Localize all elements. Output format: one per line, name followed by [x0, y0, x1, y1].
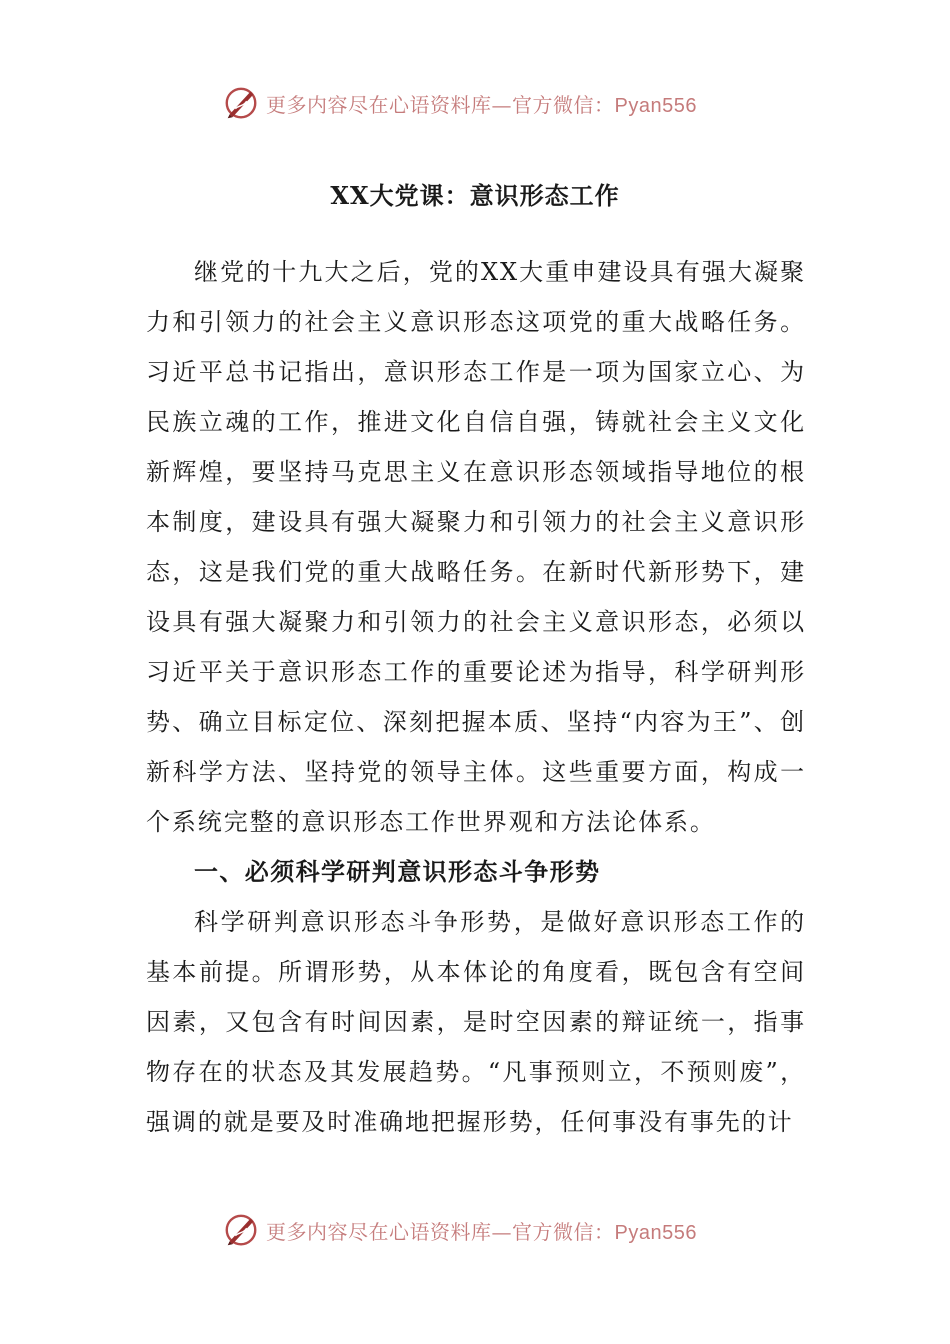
- footer-wechat-handle: Pyan556: [614, 1221, 697, 1244]
- section-heading-1: 一、必须科学研判意识形态斗争形势: [194, 857, 601, 886]
- paragraph-intro: 继党的十九大之后，党的XX大重申建设具有强大凝聚力和引领力的社会主义意识形态这项党的重大战略任务。习近平总书记指出，意识形态工作是一项为国家立心、为民族立魂的工作，推进文化自信自强，铸就社会主义文化新辉煌，要坚持马克思主义在意识形态领域指导地位的根本制度，建设具有强大凝聚力和引领力的社会主义意识形态，这是我们党的重大战略任务。在新时代新形势下，建设具有强大凝聚力和引领力的社会主义意识形态，必须以习近平关于意识形态工作的重要论述为指导，科学研判形势、确立目标定位、深刻把握本质、坚持“内容为王”、创新科学方法、坚持党的领导主体。这些重要方面，构成一个系统完整的意识形态工作世界观和方法论体系。: [146, 258, 806, 836]
- footer-watermark-banner: [222, 1210, 697, 1250]
- header-wechat-handle: Pyan556: [614, 94, 697, 117]
- pen-logo-icon: [222, 84, 260, 122]
- footer-banner-text: 更多内容尽在心语资料库—官方微信：Pyan556: [266, 1219, 697, 1244]
- document-body: [146, 247, 806, 1147]
- paragraph-section-1: 科学研判意识形态斗争形势，是做好意识形态工作的基本前提。所谓形势，从本体论的角度看，既包含有空间因素，又包含有时间因素，是时空因素的辩证统一，指事物存在的状态及其发展趋势。“凡事预则立，不预则废”，强调的就是要及时准确地把握形势，任何事没有事先的计: [146, 908, 806, 1136]
- pen-logo-icon: [222, 1211, 260, 1249]
- header-banner-text: 更多内容尽在心语资料库—官方微信：Pyan556: [266, 92, 697, 117]
- header-watermark-banner: [222, 83, 697, 123]
- document-title: XX大党课：意识形态工作: [330, 181, 620, 210]
